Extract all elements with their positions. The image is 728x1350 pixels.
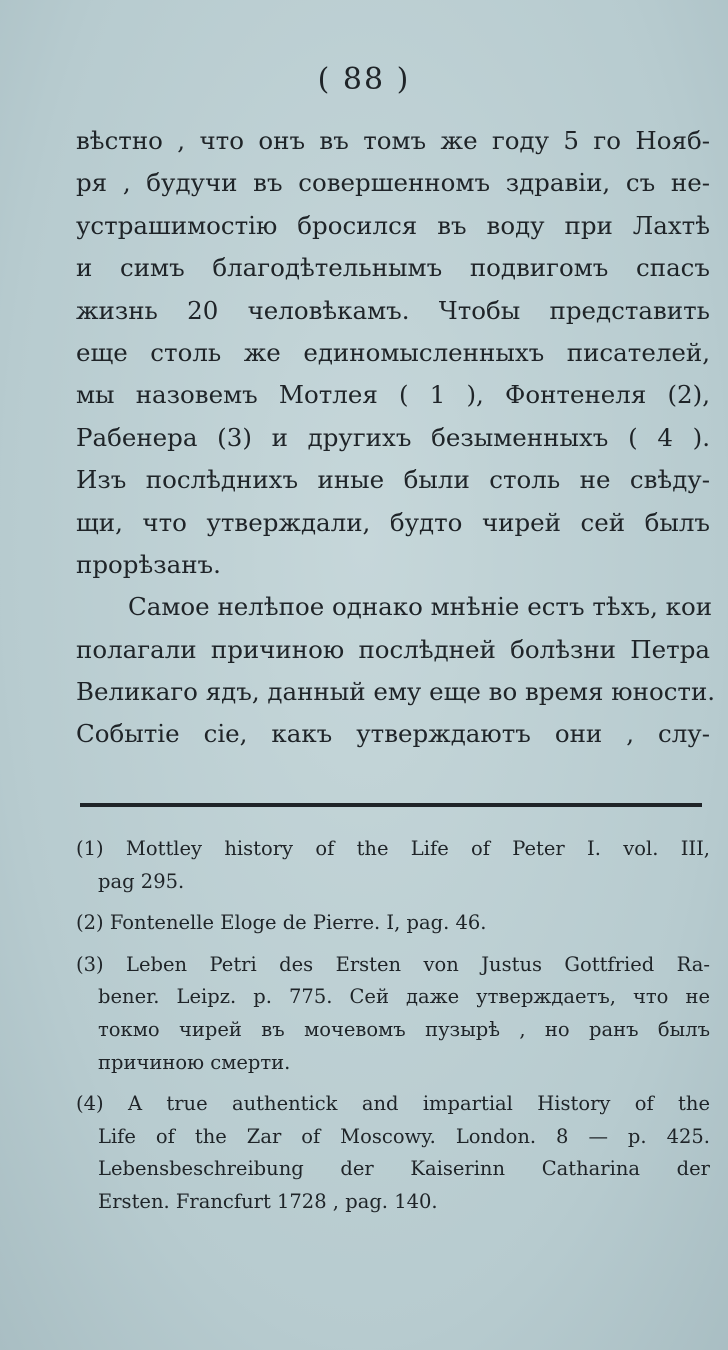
footnote-line: (4) A true authentick and impartial History of the [76, 1092, 710, 1116]
footnotes [76, 833, 710, 1219]
footnote-line: Life of the Zar of Moscowy. London. 8 — p. 425. [98, 1124, 710, 1148]
footnote-line: причиною смерти. [98, 1050, 291, 1074]
text-line: Самое нелѣпое однако мнѣніе естъ тѣхъ, кои [128, 592, 713, 622]
text-line: Событіе сіе, какъ утверждаютъ они , слу- [76, 719, 710, 749]
footnote-line: Ersten. Francfurt 1728 , pag. 140. [98, 1189, 438, 1213]
text-line: Изъ послѣднихъ иные были столь не свѣду- [76, 465, 710, 495]
footnote-line: токмо чирей въ мочевомъ пузырѣ , но ранъ былъ [98, 1017, 710, 1041]
text-line: жизнь 20 человѣкамъ. Чтобы представить [76, 295, 710, 325]
footnote-line: (2) Fontenelle Eloge de Pierre. I, pag. 46. [76, 911, 487, 935]
text-line: мы назовемъ Мотлея ( 1 ), Фонтенеля (2), [76, 380, 710, 410]
text-line: вѣстно , что онъ въ томъ же году 5 го Нояб- [76, 126, 710, 155]
main-text [76, 120, 716, 756]
text-line: прорѣзанъ. [76, 549, 221, 579]
footnote-1 [76, 833, 710, 898]
footnote-line: pag 295. [98, 869, 185, 893]
text-line: еще столь же единомысленныхъ писателей, [76, 337, 710, 367]
footnote-divider [80, 803, 702, 807]
text-line: и симъ благодѣтельнымъ подвигомъ спасъ [76, 253, 710, 283]
footnote-line: bener. Leipz. p. 775. Сей даже утверждаетъ, что не [98, 985, 710, 1009]
footnote-line: Lebensbeschreibung der Kaiserinn Catharina der [98, 1157, 710, 1181]
text-line: полагали причиною послѣдней болѣзни Петра [76, 634, 710, 664]
text-line: щи, что утверждали, будто чирей сей былъ [76, 507, 710, 537]
footnote-3 [76, 949, 710, 1079]
text-line: устрашимостію бросился въ воду при Лахтѣ [76, 210, 710, 240]
page-number: ( 88 ) [317, 62, 411, 97]
text-line: Великаго ядъ, данный ему еще во время юности. [76, 677, 716, 707]
text-line: ря , будучи въ совершенномъ здравіи, съ не- [76, 168, 710, 198]
footnote-line: (3) Leben Petri des Ersten von Justus Gottfried Ra- [76, 952, 710, 976]
footnote-2 [76, 907, 710, 940]
footnote-line: (1) Mottley history of the Life of Peter I. vol. III, [76, 837, 710, 860]
footnote-4 [76, 1088, 710, 1218]
text-line: Рабенера (3) и другихъ безыменныхъ ( 4 ). [76, 422, 710, 452]
